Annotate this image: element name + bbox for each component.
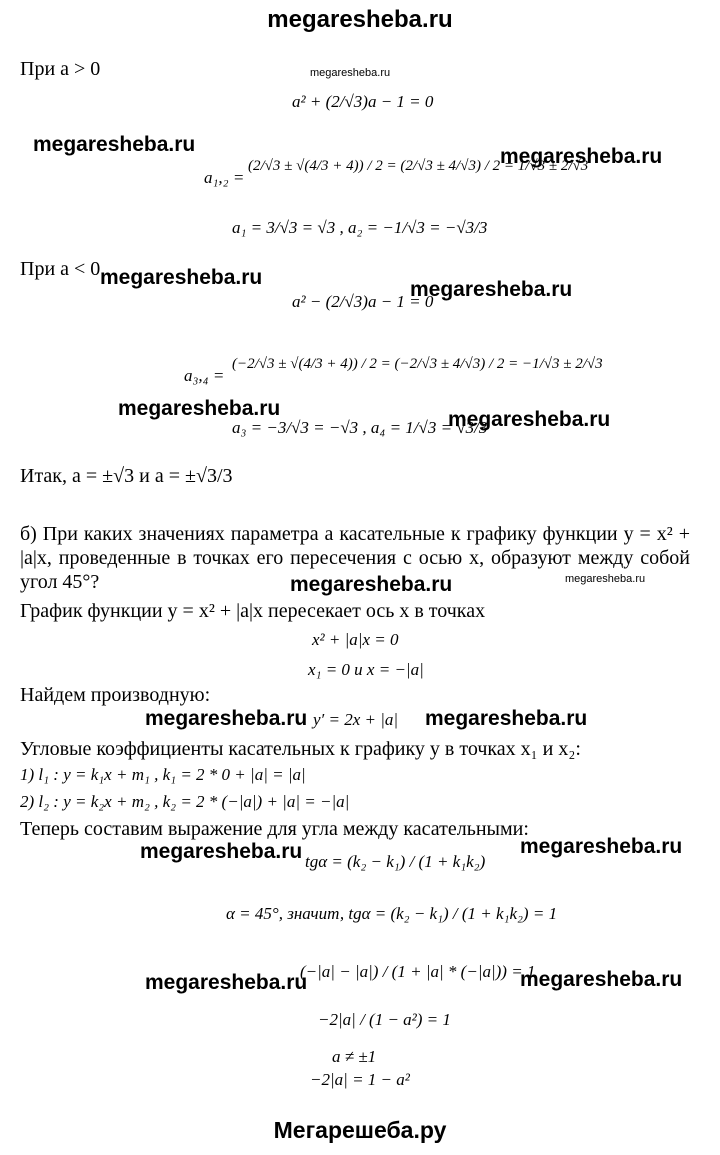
watermark: megaresheba.ru	[520, 835, 683, 858]
intersection-roots: x₁ = 0 и x = −|a|	[308, 660, 424, 679]
watermark: megaresheba.ru	[290, 573, 453, 596]
watermark: megaresheba.ru	[145, 707, 308, 730]
slopes-label: Угловые коэффициенты касательных к графику y в точках x₁ и x₂:	[20, 738, 581, 760]
slope-line-2: 2) l₂ : y = k₂x + m₂ , k₂ = 2 * (−|a|) + |a| = −|a|	[20, 792, 350, 811]
case-positive-label: При a > 0	[20, 58, 101, 80]
angle-label: Теперь составим выражение для угла между касательными:	[20, 818, 529, 840]
watermark: megaresheba.ru	[118, 397, 281, 420]
watermark: megaresheba.ru	[410, 278, 573, 301]
watermark: megaresheba.ru	[140, 840, 303, 863]
watermark: megaresheba.ru	[33, 133, 196, 156]
part-b-question: б) При каких значениях параметра a касательные к графику функции y = x² + |a|x, проведенные в точках его пересечения с осью x, образуют между собой угол 45°?	[20, 523, 690, 593]
tangent-formula: tgα = (k₂ − k₁) / (1 + k₁k₂)	[305, 852, 486, 871]
a-not-equal: a ≠ ±1	[332, 1047, 377, 1066]
header-watermark: megaresheba.ru	[267, 6, 453, 33]
roots-34-label: a₃,₄ =	[184, 366, 225, 385]
derivative-label: Найдем производную:	[20, 684, 211, 706]
roots-34-formula: (−2/√3 ± √(4/3 + 4)) / 2 = (−2/√3 ± 4/√3) / 2 = −1/√3 ± 2/√3	[232, 356, 603, 372]
graph-intersection-text: График функции y = x² + |a|x пересекает ось x в точках	[20, 600, 486, 622]
watermark: megaresheba.ru	[425, 707, 588, 730]
watermark-small: megaresheba.ru	[565, 573, 646, 585]
roots-12-label: a₁,₂ =	[204, 168, 245, 187]
roots-34-values: a₃ = −3/√3 = −√3 , a₄ = 1/√3 = √3/3	[232, 418, 488, 437]
alpha-line: α = 45°, значит, tgα = (k₂ − k₁) / (1 + k₁k₂) = 1	[226, 904, 558, 923]
roots-12-formula: (2/√3 ± √(4/3 + 4)) / 2 = (2/√3 ± 4/√3) / 2 = 1/√3 ± 2/√3	[248, 158, 589, 174]
watermark: megaresheba.ru	[100, 266, 263, 289]
case-negative-label: При a < 0	[20, 258, 101, 280]
watermark: megaresheba.ru	[448, 408, 611, 431]
watermark-small: megaresheba.ru	[310, 67, 391, 79]
watermark: megaresheba.ru	[145, 971, 308, 994]
equation-negative: a² − (2/√3)a − 1 = 0	[292, 292, 434, 311]
intersection-equation: x² + |a|x = 0	[312, 630, 399, 649]
equation-fraction-2: −2|a| / (1 − a²) = 1	[318, 1010, 451, 1029]
equation-fraction-1: (−|a| − |a|) / (1 + |a| * (−|a|)) = 1	[300, 962, 536, 981]
watermark: megaresheba.ru	[520, 968, 683, 991]
conclusion: Итак, a = ±√3 и a = ±√3/3	[20, 465, 233, 487]
slope-line-1: 1) l₁ : y = k₁x + m₁ , k₁ = 2 * 0 + |a| = |a|	[20, 765, 306, 784]
roots-12-values: a₁ = 3/√3 = √3 , a₂ = −1/√3 = −√3/3	[232, 218, 488, 237]
footer-watermark: Мегарешеба.ру	[273, 1117, 447, 1143]
equation-positive: a² + (2/√3)a − 1 = 0	[292, 92, 434, 111]
watermark: megaresheba.ru	[500, 145, 663, 168]
derivative-formula: y′ = 2x + |a|	[313, 710, 399, 729]
final-equation: −2|a| = 1 − a²	[310, 1070, 410, 1089]
